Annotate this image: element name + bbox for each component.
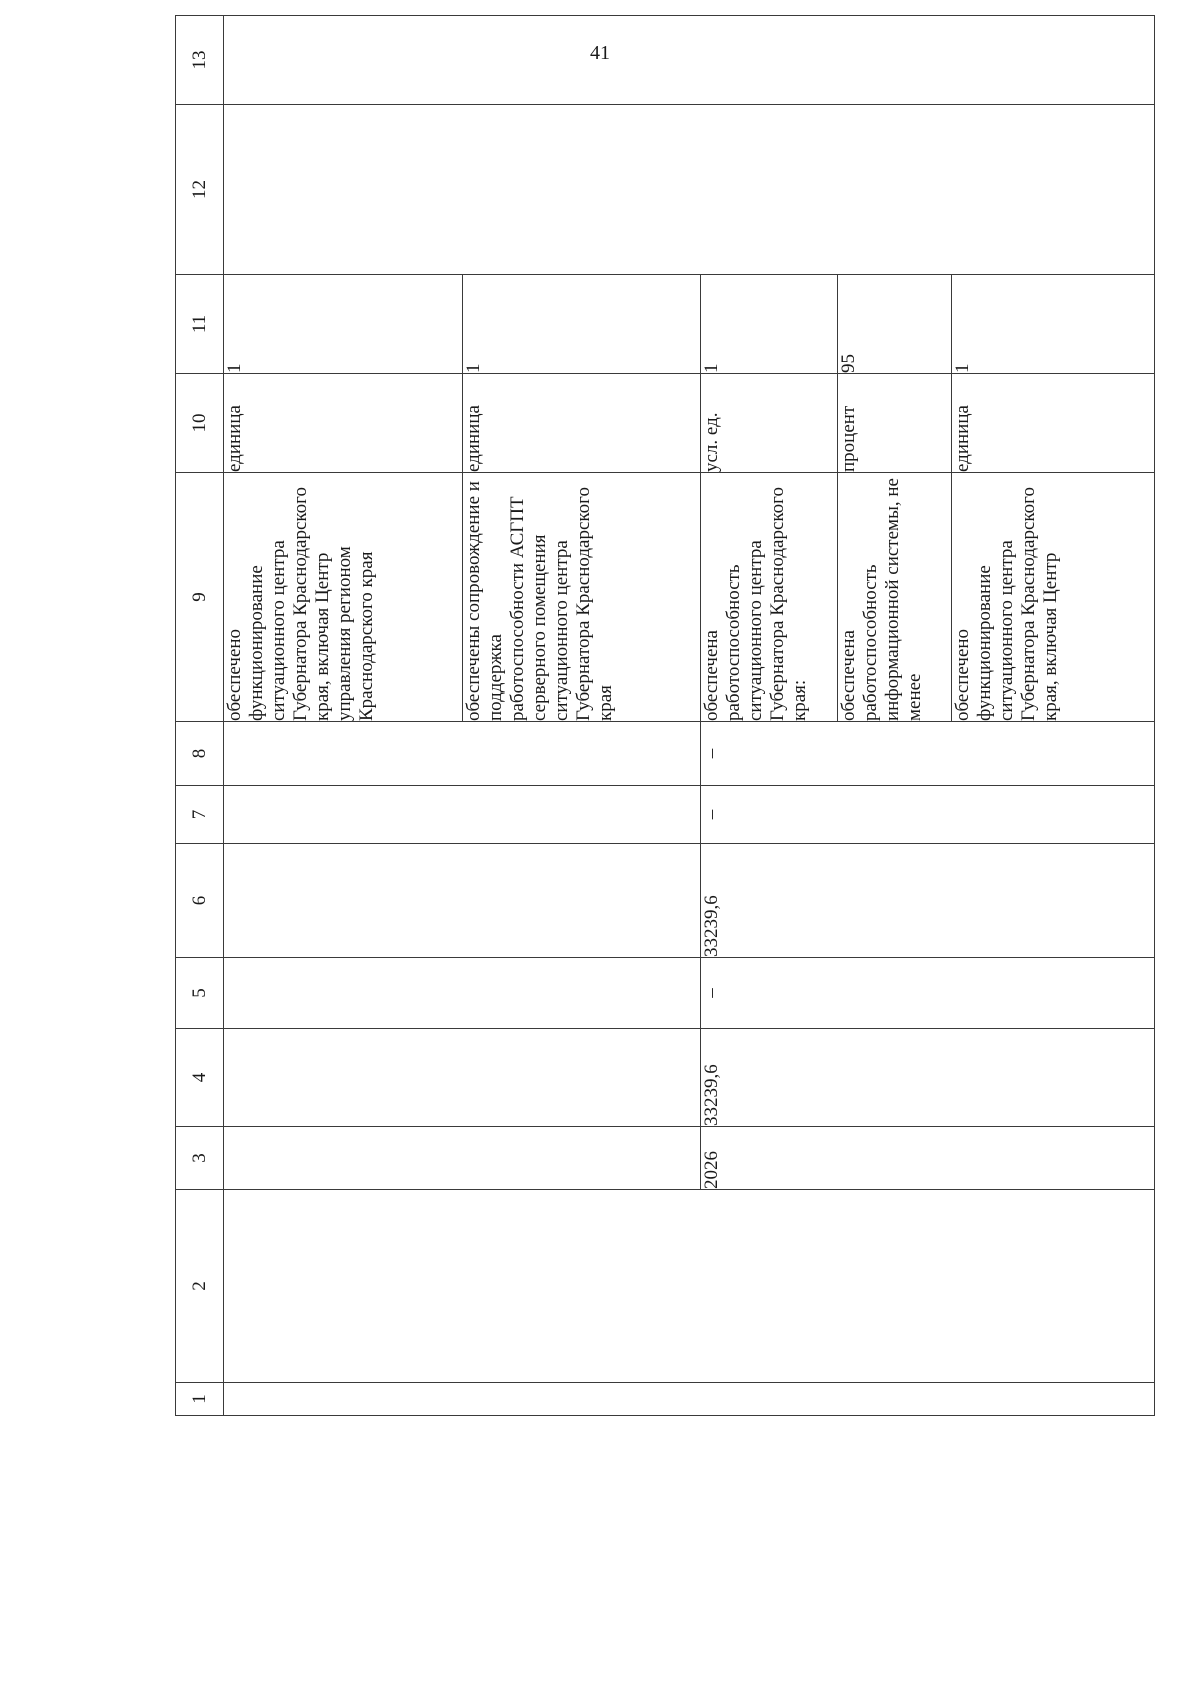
page-number: 41 <box>590 42 610 64</box>
value-cell: 1 <box>463 275 701 374</box>
indicator-cell: обеспечено функционирование ситуационного центра Губернатора Краснодарского края, включая Центр <box>952 473 1155 722</box>
column-number: 5 <box>176 958 224 1029</box>
unit-cell: единица <box>224 374 463 473</box>
empty-cell <box>224 844 701 958</box>
column-number: 13 <box>176 16 224 105</box>
indicator-cell: обеспечены сопровождение и поддержка работоспособности АСГПТ серверного помещения ситуационного центра Губернатора Краснодарского края <box>463 473 701 722</box>
column-number: 8 <box>176 722 224 786</box>
year-cell: 2026 <box>701 1127 1155 1190</box>
indicator-cell: обеспечено функционирование ситуационного центра Губернатора Краснодарского края, включая Центр управления регионом Краснодарского края <box>224 473 463 722</box>
empty-cell <box>224 722 701 786</box>
column-number: 10 <box>176 374 224 473</box>
empty-cell <box>224 1383 1155 1416</box>
indicator-cell: обеспечена работоспособность ситуационного центра Губернатора Краснодарского края: <box>701 473 838 722</box>
value-cell: 1 <box>701 275 838 374</box>
dash-cell: – <box>701 786 1155 844</box>
empty-cell <box>224 958 701 1029</box>
value-cell: 95 <box>838 275 952 374</box>
column-number-row <box>176 16 224 1416</box>
column-number: 12 <box>176 105 224 275</box>
empty-cell <box>224 786 701 844</box>
empty-cell <box>224 16 1155 105</box>
dash-cell: – <box>701 958 1155 1029</box>
empty-cell <box>224 1029 701 1127</box>
value-cell: 1 <box>952 275 1155 374</box>
total-cell: 33239,6 <box>701 1029 1155 1127</box>
column-number: 1 <box>176 1383 224 1416</box>
column-number: 3 <box>176 1127 224 1190</box>
unit-cell: единица <box>952 374 1155 473</box>
column-number: 11 <box>176 275 224 374</box>
column-number: 2 <box>176 1190 224 1383</box>
empty-cell <box>224 1190 1155 1383</box>
unit-cell: усл. ед. <box>701 374 838 473</box>
value-cell: 1 <box>224 275 463 374</box>
column-number: 7 <box>176 786 224 844</box>
unit-cell: единица <box>463 374 701 473</box>
unit-cell: процент <box>838 374 952 473</box>
empty-cell <box>224 105 1155 275</box>
empty-cell <box>224 1127 701 1190</box>
amount-cell: 33239,6 <box>701 844 1155 958</box>
column-number: 9 <box>176 473 224 722</box>
table-row <box>224 16 463 1416</box>
column-number: 6 <box>176 844 224 958</box>
column-number: 4 <box>176 1029 224 1127</box>
dash-cell: – <box>701 722 1155 786</box>
program-table <box>175 15 1155 1416</box>
indicator-cell: обеспечена работоспособность информационной системы, не менее <box>838 473 952 722</box>
